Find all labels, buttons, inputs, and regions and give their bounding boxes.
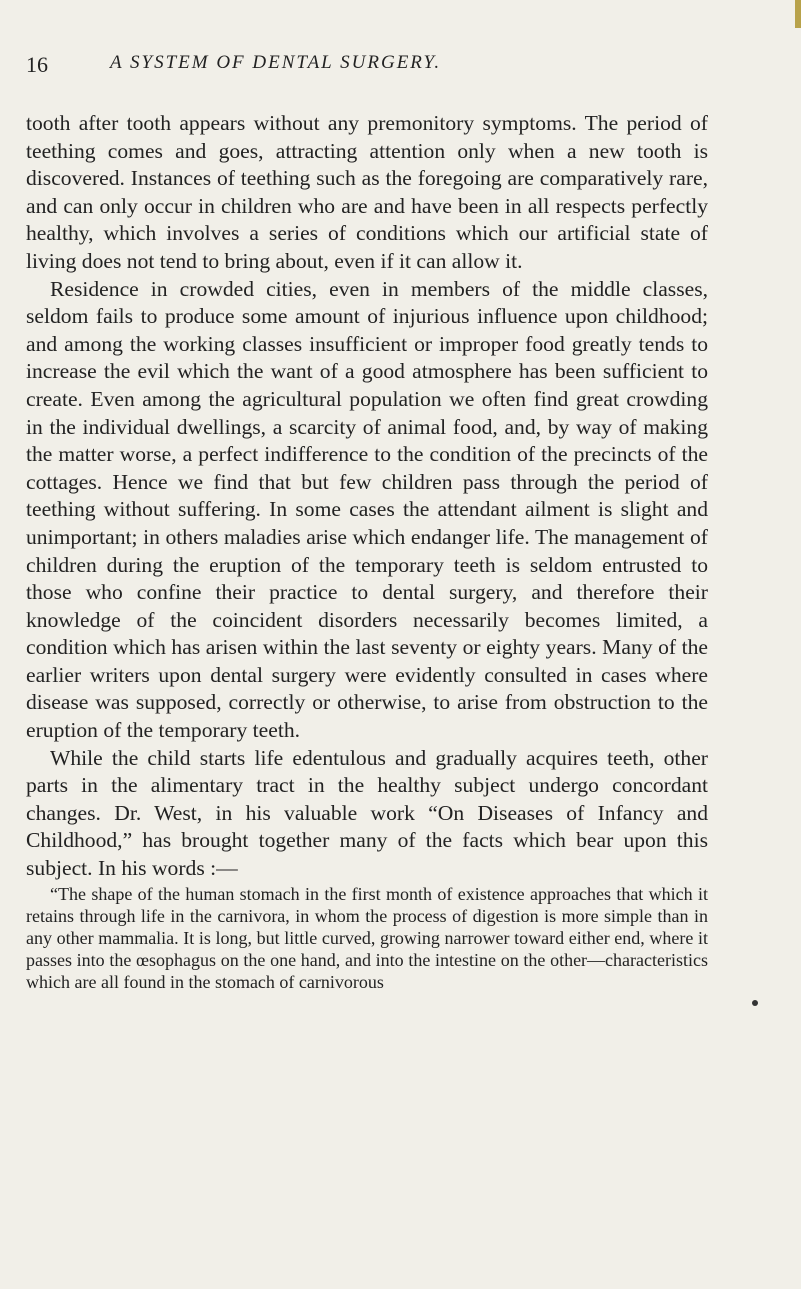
running-head: A SYSTEM OF DENTAL SURGERY. bbox=[110, 52, 442, 73]
body-text bbox=[26, 110, 708, 993]
block-quote: “The shape of the human stomach in the first month of existence approaches that which it retains through life in the carnivora, in whom the process of digestion is more simple than in any other mammalia. It is long, but little curved, growing narrower toward either end, where it passes into the œsophagus on the one hand, and into the intestine on the other—characteristics which are all found in the stomach of carnivorous bbox=[26, 883, 708, 992]
page-number: 16 bbox=[26, 52, 48, 77]
paragraph-continuation: tooth after tooth appears without any premonitory symptoms. The period of teething comes and goes, attracting attention only when a new tooth is discovered. Instances of teething such as the foregoing are comparatively rare, and can only occur in children who are and have been in all respects perfectly healthy, which involves a series of conditions which our artificial state of living does not tend to bring about, even if it can allow it. bbox=[26, 111, 708, 273]
paragraph-edentulous: While the child starts life edentulous and gradually acquires teeth, other parts in the alimentary tract in the healthy subject undergo concordant changes. Dr. West, in his valuable work “On Diseases of Infancy and Childhood,” has brought together many of the facts which bear upon this subject. In his words :— bbox=[26, 745, 708, 881]
page-edge-mark bbox=[795, 0, 801, 28]
ink-dot bbox=[752, 1000, 758, 1006]
paragraph-residence: Residence in crowded cities, even in members of the middle classes, seldom fails to produce some amount of injurious influence upon childhood; and among the working classes insufficient or improper food greatly tends to increase the evil which the want of a good atmosphere has been sufficient to create. Even among the agricultural population we often find great crowding in the individual dwellings, a scarcity of animal food, and, by way of making the matter worse, a perfect indifference to the condition of the precincts of the cottages. Hence we find that but few children pass through the period of teething without suffering. In some cases the attendant ailment is slight and unimportant; in others maladies arise which endanger life. The management of children during the eruption of the temporary teeth is seldom entrusted to those who confine their practice to dental surgery, and therefore their knowledge of the coincident disorders necessarily becomes limited, a condition which has arisen within the last seventy or eighty years. Many of the earlier writers upon dental surgery were evidently consulted in cases where disease was supposed, correctly or otherwise, to arise from obstruction to the eruption of the temporary teeth. bbox=[26, 276, 708, 743]
page-header bbox=[26, 52, 761, 82]
